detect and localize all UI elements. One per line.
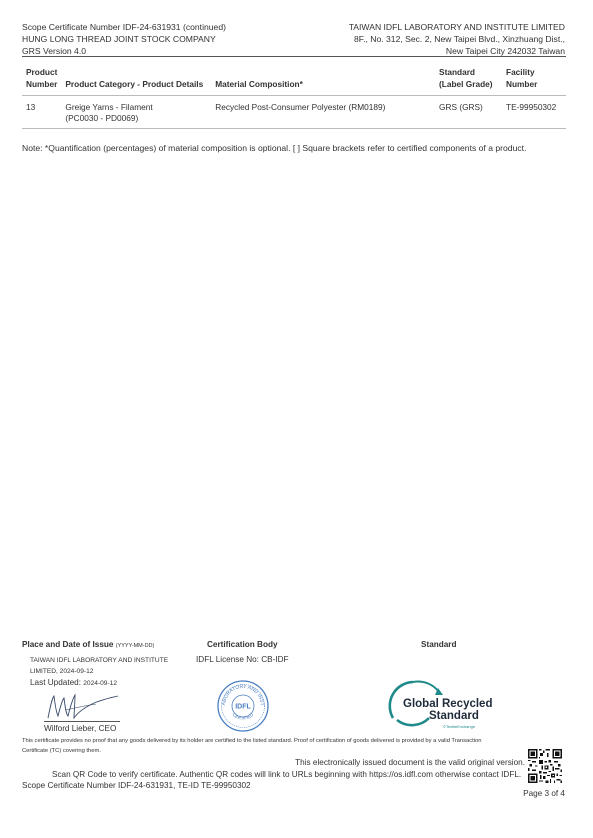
- col-material: Material Composition*: [215, 79, 303, 89]
- col-standard: Standard (Label Grade): [439, 67, 493, 89]
- standard-version: GRS Version 4.0: [22, 46, 87, 56]
- company-name: HUNG LONG THREAD JOINT STOCK COMPANY: [22, 34, 216, 44]
- svg-text:CERTIFIED: CERTIFIED: [231, 712, 255, 721]
- svg-text:IDFL: IDFL: [235, 703, 251, 711]
- electronic-original-note: This electronically issued document is the valid original version.: [295, 758, 525, 767]
- col-facility: Facility Number: [506, 67, 538, 89]
- svg-text:Global Recycled: Global Recycled: [403, 698, 493, 710]
- signer-name: Wilford Lieber, CEO: [44, 724, 117, 733]
- issuer-address-2: New Taipei City 242032 Taiwan: [445, 46, 565, 56]
- svg-text:IDFL LABORATORY AND INSTITUTE: ABORATORY AND INST: [220, 683, 266, 707]
- scope-table: [22, 66, 566, 129]
- cert-body-heading: Certification Body: [207, 640, 278, 649]
- composition-note: Note: *Quantification (percentages) of material composition is optional. [ ] Square brackets refer to certified components of a product.: [22, 143, 527, 153]
- idfl-seal-icon: [217, 680, 269, 732]
- place-value: TAIWAN IDFL LABORATORY AND INSTITUTE LIMITED, 2024-09-12: [30, 657, 169, 675]
- table-row: [22, 96, 566, 129]
- disclaimer: This certificate provides no proof that any goods delivered by its holder are certified to the listed standard. Proof of certification of goods delivered is provided by a valid Transaction Certificate (TC) covering them.: [22, 738, 482, 754]
- scope-certificate-line: Scope Certificate Number IDF-24-631931, TE-ID TE-99950302: [22, 781, 251, 790]
- cell-number: 13: [26, 102, 36, 112]
- cert-body-license: IDFL License No: CB-IDF: [196, 655, 289, 664]
- cell-standard: GRS (GRS): [439, 102, 483, 112]
- certificate-number: Scope Certificate Number IDF-24-631931 (continued): [22, 22, 226, 32]
- standard-heading: Standard: [421, 640, 457, 649]
- svg-text:©TextileExchange: ©TextileExchange: [443, 724, 476, 729]
- col-category: Product Category - Product Details: [65, 79, 204, 89]
- place-date-heading: Place and Date of Issue (YYYY-MM-DD): [22, 640, 155, 649]
- cell-material: Recycled Post-Consumer Polyester (RM0189): [215, 102, 386, 112]
- header-right: [349, 21, 565, 57]
- header-left: [22, 21, 226, 57]
- qr-verify-note: Scan QR Code to verify certificate. Authentic QR codes will link to URLs beginning with https://os.idfl.com otherwise contact IDFL.: [52, 770, 522, 779]
- svg-text:Standard: Standard: [429, 710, 479, 722]
- cell-category: Greige Yarns - Filament (PC0030 - PD0069): [65, 102, 153, 123]
- issuer-address-1: 8F., No. 312, Sec. 2, New Taipei Blvd., Xinzhuang Dist.,: [354, 34, 565, 44]
- header-rule: [22, 56, 566, 57]
- qr-code-icon[interactable]: [528, 749, 562, 783]
- page-number: Page 3 of 4: [523, 789, 565, 798]
- last-updated: Last Updated: 2024-09-12: [30, 678, 117, 687]
- col-product-number: Product Number: [26, 67, 58, 89]
- issuer-name: TAIWAN IDFL LABORATORY AND INSTITUTE LIMITED: [348, 22, 565, 32]
- signature-line: [44, 721, 120, 722]
- cell-facility: TE-99950302: [506, 102, 557, 112]
- ceo-signature: [44, 690, 122, 724]
- table-header-row: [22, 66, 566, 96]
- grs-logo-icon: [383, 674, 495, 730]
